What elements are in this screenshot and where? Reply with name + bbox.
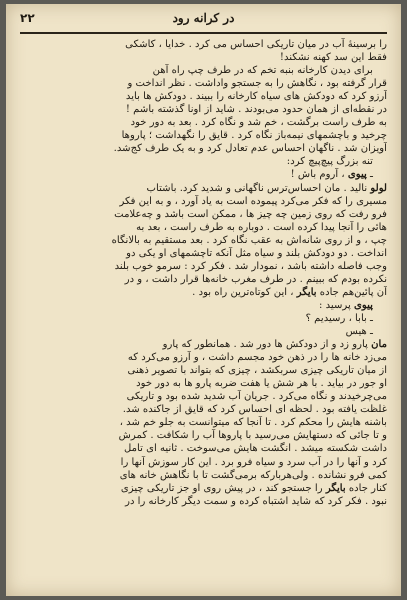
speaker-name: لولو [370,182,387,194]
text-line: داشت شکسته میشد . انگشت هایش می‌سوخت . ثانیه ای تامل [123,443,387,455]
text-line: و تا جائی که دستهایش می‌رسید با پاروها آب را شکافت . کمرش [118,430,387,442]
text-line: ـ هیس [345,326,373,338]
text-line: تنه بزرگ پیچ‌پیچ کرد: [286,156,373,168]
page-number: ۲۲ [20,11,35,25]
speaker-name: پیوی [354,299,373,311]
text-line: فقط این سد کهنه نشکند! [279,52,387,64]
speaker-name: پیوی [347,169,367,181]
text-line: در نقطه‌ای از همان حدود می‌بودند . شاید از اونا گذشته باشم ! [125,104,387,116]
text-line: ـ بابا ، رسیدیم ؟ [305,312,373,324]
body-text [22,38,387,590]
text-line: چرخید و باچشمهای نیمه‌باز نگاه کرد . قایق را نگهداشت ؛ پاروها [121,130,387,142]
text-line: فرو رفت که روی زمین چه چیز ها ، ممکن است باشد و چه‌علامت [114,208,387,220]
text-line: کرد و آنها را در آب سرد و سیاه فرو برد . این کار سوزش آنها را [120,456,387,468]
text-line: برای دیدن کارخانه بنبه تخم که در طرف چپ راه آهن [152,65,373,77]
text-line: کنار جاده بایگر را جستجو کند ، در پیش روی او جز تاریکی چیزی [120,482,387,494]
text-line: هائی را آنجا پیدا کرده است . دوباره به طرف راست ، بعد به [136,221,387,233]
book-page [6,4,401,596]
text-line: غلظت یافته بود . لحظه ای احساس کرد که قایق از جاکنده شد. [122,404,387,416]
text-line: باشنه هایش را محکم کرد . تا آنجا که میتوانست به جلو خم شد ، [119,417,387,429]
running-title: در کرانه رود [172,11,235,25]
text-line: پیوی پرسید : [319,299,373,311]
text-line: آن پائین‌هم جاده بایگر ، این کوتاه‌ترین راه بود . [192,286,387,298]
text-line: آرزو کرد که دودکش های سیاه کارخانه را ببیند . دودکش ها باید [125,91,387,103]
text-line: او جور در بیاید . با هر شش یا هفت ضربه پارو ها به دور خود [136,378,387,390]
text-line: کمی فرو نشانده . ولی‌هربارکه برمی‌گشت تا با نگاهش خانه های [119,469,387,481]
text-line: وجب فاصله داشته باشد ، نمودار شد . فکر کرد : سرمو خوب بلند [114,260,387,272]
speaker-name: بایگر [296,286,317,298]
text-line: انداخت . دو دودکش بلند و سیاه مثل آنکه تاچشمهای او یکی دو [126,247,387,259]
header-rule [20,32,387,34]
text-line: از میان تاریکی چیزی سربکشد ، چیزی که بتواند با تصویر ذهنی [127,365,387,377]
text-line: قرار گرفته بود ، نگاهش را به جستجو واداشت . نظر انداخت و [127,78,387,90]
text-line: نبود . فکر کرد که شاید اشتباه کرده و سمت دیگر کارخانه را در [125,495,387,507]
speaker-name: بایگر [325,482,346,494]
text-line: می‌چرخیدند و نگاه می‌کرد . جریان آب شدید شده بود و تاریکی [126,391,387,403]
text-line: ـ پیوی ، آروم باش ! [290,169,373,181]
text-line: مسیری را که فکر می‌کرد پیموده است به یاد آورد ، و به این فکر [119,195,387,207]
text-line: مان پارو زد و از دودکش ها دور شد . همانطور که پارو [162,339,387,351]
speaker-name: مان [371,339,387,351]
text-line: نکرده بودم که ببینم . در طرف مغرب خانه‌ها قرار داشت ، و در [124,273,387,285]
text-line: لولو نالید . مان احساس‌ترس ناگهانی و شدید کرد. باشتاب [146,182,387,194]
text-line: را برسینهٔ آب در میان تاریکی احساس می کرد . خدایا ، کاشکی [125,39,387,50]
text-line: می‌زد خانه ها را در ذهن خود مجسم داشت ، و آرزو می‌کرد که [127,352,387,364]
text-line: چپ ، و از روی شانه‌اش به عقب نگاه کرد . بعد مستقیم به بالانگاه [111,234,387,246]
text-line: به طرف راست برگشت ، خم شد و نگاه کرد . بعد به دور خود [130,117,387,129]
text-line: آویزان شد . ناگهان احساس عدم تعادل کرد و به یک طرف کج‌شد. [113,143,387,155]
